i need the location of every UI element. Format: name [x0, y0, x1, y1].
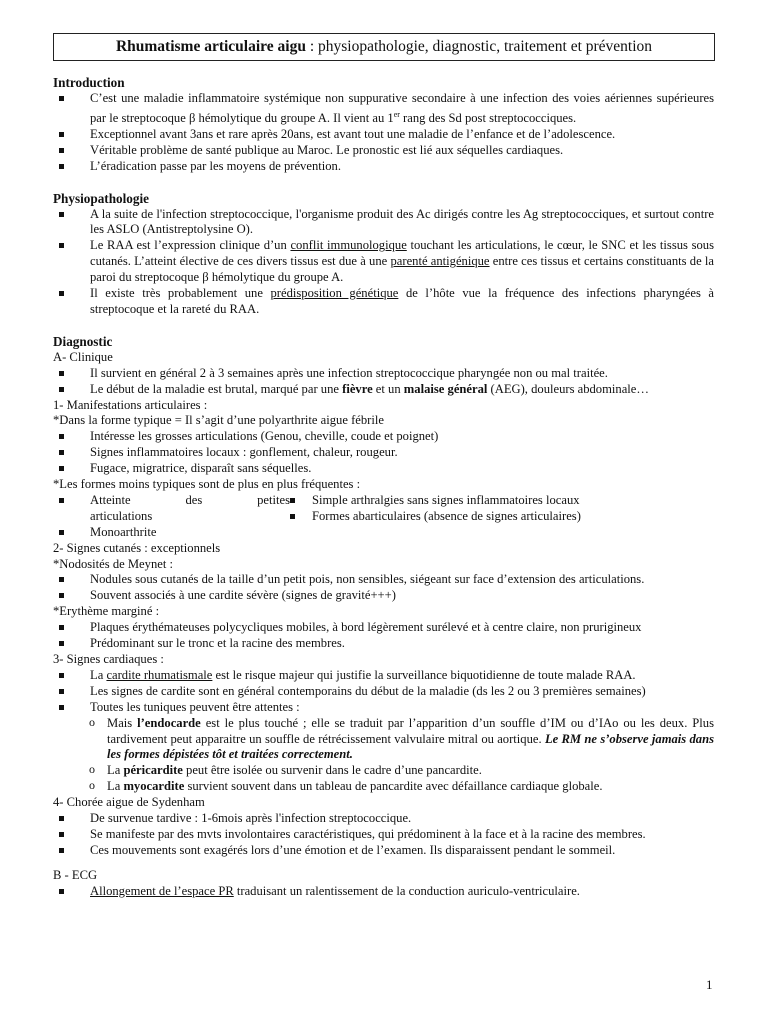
intro-item-2: Exceptionnel avant 3ans et rare après 20ans, est avant tout une maladie de l’enfance et de l’adolescence. [53, 127, 714, 143]
physio-item-1: A la suite de l'infection streptococcique, l'organisme produit des Ac dirigés contre les Ag streptococciques, et surtout contre les ASLO (Antistreptolysine O). [53, 207, 714, 239]
intro-item-1: C’est une maladie inflammatoire systémique non suppurative secondaire à une infection des voies aériennes supérieures par le streptocoque β hémolytique du groupe A. Il vient au 1er rang des Sd post streptococciques. [53, 91, 714, 127]
intro-item-3: Véritable problème de santé publique au Maroc. Le pronostic est lié aux séquelles cardiaques. [53, 143, 714, 159]
clinique-item-2: Le début de la maladie est brutal, marqué par une fièvre et un malaise général (AEG), douleurs abdominale… [53, 382, 714, 398]
intro-item-4: L’éradication passe par les moyens de prévention. [53, 159, 714, 175]
clinique-item-1: Il survient en général 2 à 3 semaines après une infection streptococcique pharyngée non ou mal traitée. [53, 366, 714, 382]
nodosites-item-1: Nodules sous cutanés de la taille d’un petit pois, non sensibles, siégeant sur face d’extension des articulations. [53, 572, 714, 588]
articular-typical: *Dans la forme typique = Il s’agit d’une polyarthrite aigue fébrile [53, 413, 384, 428]
document-body [53, 75, 714, 900]
cardiac-item-3: Toutes les tuniques peuvent être attentes : [53, 700, 714, 716]
articular-col2-item-1: Simple arthralgies sans signes inflammatoires locaux [290, 493, 714, 509]
parente-antigenique: parenté antigénique [390, 254, 490, 269]
articular-title: 1- Manifestations articulaires : [53, 397, 208, 412]
choree-item-3: Ces mouvements sont exagérés lors d’une émotion et de l’examen. Ils disparaissent pendant le sommeil. [53, 843, 714, 859]
articular-col1-item-1: Atteinte des petites articulations [53, 493, 290, 525]
erytheme-item-2: Prédominant sur le tronc et la racine des membres. [53, 636, 714, 652]
intro-list [53, 91, 714, 175]
title-bold: Rhumatisme articulaire aigu [115, 38, 306, 55]
choree-title: 4- Chorée aigue de Sydenham [53, 795, 205, 810]
cardiac-subitem-myocardite: o La myocardite survient souvent dans un tableau de pancardite avec défaillance cardiaque globale. [53, 779, 714, 795]
heading-physiopathologie: Physiopathologie [53, 190, 149, 206]
cardiac-title: 3- Signes cardiaques : [53, 652, 164, 666]
heading-diagnostic: Diagnostic [53, 333, 113, 349]
articular-col1-item-2: Monoarthrite [53, 525, 290, 541]
allongement-pr: Allongement de l’espace PR [90, 883, 234, 898]
cardite-rhumatismale: cardite rhumatismale [106, 667, 213, 682]
physio-item-2: Le RAA est l’expression clinique d’un conflit immunologique touchant les articulations, le cœur, le SNC et les tissus sous cutanés. L’atteint élective de ces divers tissus est due à une parenté antigénique entre ces tissus et certains constituants de la paroi du streptocoque β hémolytique du groupe A. [53, 238, 714, 286]
physio-list [53, 207, 714, 318]
articular-two-columns [53, 493, 714, 541]
title-rest: : physiopathologie, diagnostic, traitement et prévention [305, 38, 653, 55]
articular-less-typical: *Les formes moins typiques sont de plus en plus fréquentes : [53, 477, 361, 492]
nodosites-item-2: Souvent associés à une cardite sévère (signes de gravité+++) [53, 588, 714, 604]
erytheme-title: *Erythème marginé : [53, 604, 160, 619]
heading-introduction: Introduction [53, 75, 125, 90]
articular-item-2: Signes inflammatoires locaux : gonflement, chaleur, rougeur. [53, 445, 714, 461]
physio-item-3: Il existe très probablement une prédisposition génétique de l’hôte vue la fréquence des infections pharyngées à streptocoque et la rareté du RAA. [53, 286, 714, 318]
erytheme-item-1: Plaques érythémateuses polycycliques mobiles, à bord légèrement surélevé et à centre claire, non prurigineux [53, 620, 714, 636]
cutaneous-title: 2- Signes cutanés : exceptionnels [53, 540, 221, 555]
page-number: 1 [706, 977, 713, 992]
articular-item-3: Fugace, migratrice, disparaît sans séquelles. [53, 461, 714, 477]
choree-item-2: Se manifeste par des mvts involontaires caractéristiques, qui prédominent à la face et à la racine des membres. [53, 827, 714, 843]
nodosites-title: *Nodosités de Meynet : [53, 556, 173, 571]
subheading-clinique: A- Clinique [53, 349, 113, 364]
cardiac-item-1: La cardite rhumatismale est le risque majeur qui justifie la surveillance biquotidienne de toute malade RAA. [53, 668, 714, 684]
cardiac-subitem-pericardite: o La péricardite peut être isolée ou survenir dans le cadre d’une pancardite. [53, 763, 714, 779]
articular-item-1: Intéresse les grosses articulations (Genou, cheville, coude et poignet) [53, 429, 714, 445]
predisposition-genetique: prédisposition génétique [270, 286, 399, 301]
articular-col2-item-2: Formes abarticulaires (absence de signes articulaires) [290, 509, 714, 525]
page-title [53, 33, 715, 61]
cardiac-item-2: Les signes de cardite sont en général contemporains du début de la maladie (ds les 2 ou 3 premières semaines) [53, 684, 714, 700]
ecg-title: B - ECG [53, 867, 98, 882]
choree-item-1: De survenue tardive : 1-6mois après l'infection streptococcique. [53, 811, 714, 827]
ecg-item-1: Allongement de l’espace PR traduisant un ralentissement de la conduction auriculo-ventriculaire. [53, 884, 714, 900]
cardiac-subitem-endocarde: o Mais l’endocarde est le plus touché ; elle se traduit par l’apparition d’un souffle d’IM ou d’IAo ou les deux. Plus tardivement peut apparaitre un souffle de rétrécissement valvulaire mitral ou aortique. Le RM ne s’observe jamais dans les formes dépistées tôt et traitées correctement. [53, 716, 714, 764]
conflit-immunologique: conflit immunologique [290, 238, 407, 253]
